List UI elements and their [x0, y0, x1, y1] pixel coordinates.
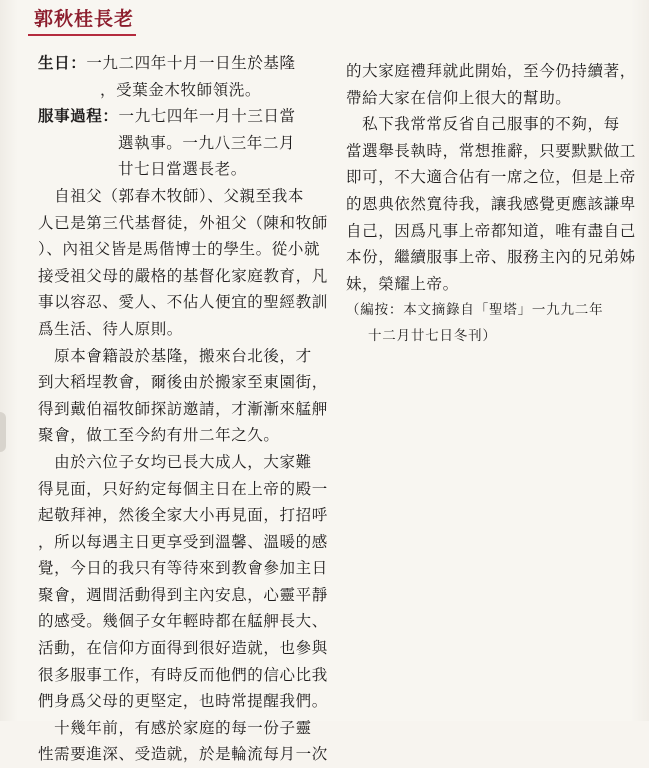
body-line: 起敬拜神，然後全家大小再見面，打招呼	[38, 506, 328, 525]
page-edge-mark	[0, 412, 6, 452]
body-line: 人已是第三代基督徒，外祖父（陳和牧師	[38, 213, 328, 232]
body-line: 私下我常常反省自己服事的不夠，每	[346, 115, 620, 134]
body-line: 的恩典依然寬待我，讓我感覺更應該謙卑	[346, 194, 636, 213]
body-line: 得見面，只好約定每個主日在上帝的殿一	[38, 479, 328, 498]
birth-line-2: ，受葉金木牧師領洗。	[100, 80, 262, 99]
body-line: 接受祖父母的嚴格的基督化家庭教育，凡	[38, 266, 328, 285]
service-line-2: 選執事。一九八三年二月	[118, 133, 296, 152]
body-line: 的感受。幾個子女年輕時都在艋舺長大、	[38, 612, 328, 631]
body-line: 當選舉長執時，常想推辭，只要默默做工	[346, 141, 636, 160]
body-line: 活動，在信仰方面得到很好造就，也參與	[38, 639, 328, 658]
editor-note-line-1: （編按：本文摘錄自「聖塔」一九九二年	[346, 302, 604, 319]
body-line: 爲生活、待人原則。	[38, 319, 183, 338]
body-line: 帶給大家在信仰上很大的幫助。	[346, 88, 572, 107]
service-line-3: 廿七日當選長老。	[118, 160, 247, 179]
body-line: 覺，今日的我只有等待來到教會參加主日	[38, 559, 328, 578]
service-label: 服事過程：	[38, 106, 119, 126]
body-line: 性需要進深、受造就，於是輪流每月一次	[38, 745, 328, 764]
body-line: 原本會籍設於基隆，搬來台北後，才	[38, 346, 312, 365]
service-line-1	[38, 103, 310, 130]
body-line: 聚會，週間活動得到主內安息，心靈平靜	[38, 585, 328, 604]
body-line: 們身爲父母的更堅定，也時常提醒我們。	[38, 692, 328, 711]
body-line: 很多服事工作，有時反而他們的信心比我	[38, 665, 328, 684]
service-text-1: 一九七四年一月十三日當	[118, 107, 296, 126]
body-line: ，所以每遇主日更享受到溫馨、溫暖的感	[38, 532, 328, 551]
body-line: 到大稻埕教會，爾後由於搬家至東園街，	[38, 373, 328, 392]
title-underline	[28, 34, 136, 36]
birth-line-1	[38, 50, 310, 77]
body-line: 得到戴伯福牧師探訪邀請，才漸漸來艋舺	[38, 399, 328, 418]
body-line: 本份，繼續服事上帝、服務主內的兄弟姊	[346, 248, 636, 267]
body-line: ）、內祖父皆是馬偕博士的學生。從小就	[38, 240, 321, 259]
left-column	[38, 50, 328, 768]
body-line: 由於六位子女均已長大成人，大家難	[38, 452, 312, 471]
body-line: 十幾年前，有感於家庭的每一份子靈	[38, 718, 312, 737]
birth-label: 生日：	[38, 53, 87, 72]
article-title: 郭秋桂長老	[34, 8, 135, 30]
birth-text-1: 一九二四年十月一日生於基隆	[86, 54, 296, 72]
body-line: 即可，不大適合佔有一席之位，但是上帝	[346, 168, 636, 187]
body-line: 自祖父（郭春木牧師）、父親至我本	[38, 186, 304, 205]
body-line: 事以容忍、愛人、不佔人便宜的聖經教訓	[38, 293, 328, 312]
body-line: 的大家庭禮拜就此開始，至今仍持續著，	[346, 62, 636, 80]
body-line: 聚會，做工至今約有卅二年之久。	[38, 426, 280, 445]
body-line: 妹，榮耀上帝。	[346, 274, 459, 293]
body-line: 自己，因爲凡事上帝都知道，唯有盡自己	[346, 221, 636, 240]
editor-note-line-2: 十二月廿七日冬刊）	[368, 328, 497, 345]
right-column	[346, 58, 636, 349]
